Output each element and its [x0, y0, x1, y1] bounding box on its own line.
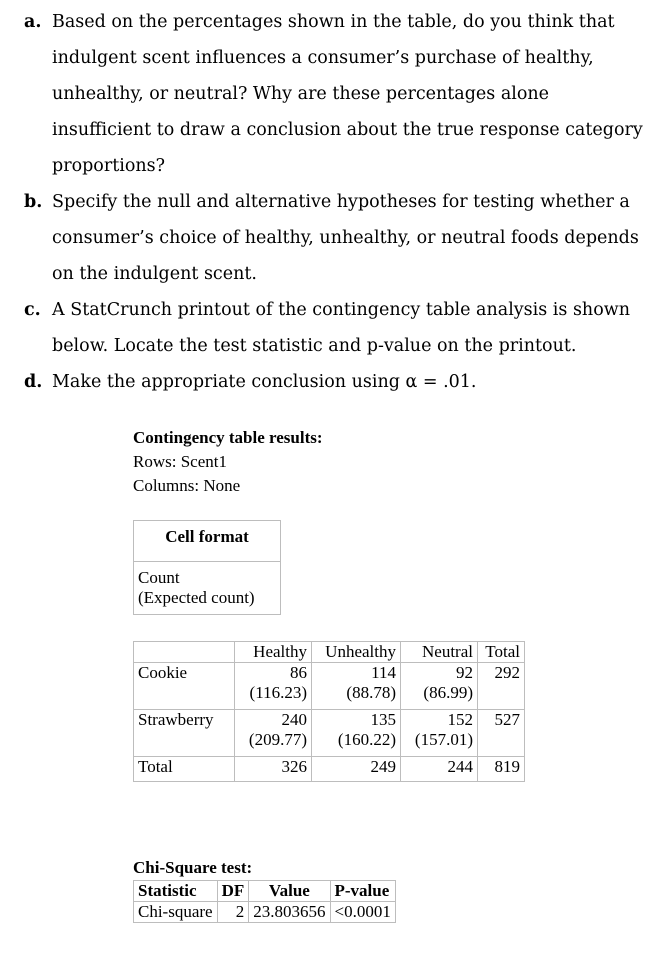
cell-format-table [133, 520, 281, 615]
cell-format-header: Cell format [134, 521, 281, 562]
cell-count: 326 [235, 757, 312, 782]
table-row [134, 757, 525, 782]
table-header-row [134, 642, 525, 663]
printout-title: Contingency table results: [133, 428, 323, 447]
cell-count: 244 [401, 757, 478, 782]
chi-header-value: Value [249, 881, 330, 902]
row-total: 527 [478, 710, 525, 757]
chi-statistic: Chi-square [134, 902, 218, 923]
question-b-line-1: Specify the null and alternative hypotheses for testing whether a [52, 192, 630, 212]
cell-expected: (88.78) [346, 683, 396, 702]
question-a-line-3: unhealthy, or neutral? Why are these percentages alone [52, 84, 550, 104]
row-label: Cookie [134, 663, 235, 710]
question-d-letter: d. [24, 372, 43, 392]
cell-format-count: Count [138, 568, 180, 587]
cell-count: 92 [456, 663, 473, 682]
cell-format-expected: (Expected count) [138, 588, 255, 607]
question-d-line-1: Make the appropriate conclusion using α = .01. [52, 372, 477, 392]
row-total: 819 [478, 757, 525, 782]
chi-pvalue: <0.0001 [330, 902, 395, 923]
cell-count: 86 [290, 663, 307, 682]
row-label: Total [134, 757, 235, 782]
header-total: Total [478, 642, 525, 663]
chi-header-pvalue: P-value [330, 881, 395, 902]
question-b-line-2: consumer’s choice of healthy, unhealthy, or neutral foods depends [52, 228, 639, 248]
header-unhealthy: Unhealthy [312, 642, 401, 663]
chi-header-statistic: Statistic [134, 881, 218, 902]
cell-expected: (157.01) [414, 730, 473, 749]
cell-count: 240 [281, 710, 307, 729]
table-row [134, 902, 396, 923]
table-row [134, 710, 525, 757]
row-total: 292 [478, 663, 525, 710]
question-a-line-2: indulgent scent influences a consumer’s purchase of healthy, [52, 48, 594, 68]
question-b-letter: b. [24, 192, 43, 212]
header-blank [134, 642, 235, 663]
chi-value: 23.803656 [249, 902, 330, 923]
chi-df: 2 [217, 902, 249, 923]
cell-expected: (160.22) [337, 730, 396, 749]
cell-count: 135 [370, 710, 396, 729]
row-label: Strawberry [134, 710, 235, 757]
columns-line: Columns: None [133, 476, 241, 495]
cell-expected: (86.99) [423, 683, 473, 702]
chi-square-title: Chi-Square test: [133, 858, 253, 877]
question-c-line-2: below. Locate the test statistic and p-value on the printout. [52, 336, 577, 356]
question-c-line-1: A StatCrunch printout of the contingency table analysis is shown [52, 300, 630, 320]
chi-square-table [133, 880, 396, 923]
cell-count: 249 [312, 757, 401, 782]
question-a-line-5: proportions? [52, 156, 166, 176]
cell-count: 152 [447, 710, 473, 729]
cell-expected: (209.77) [248, 730, 307, 749]
contingency-table [133, 641, 525, 782]
header-neutral: Neutral [401, 642, 478, 663]
chi-header-df: DF [217, 881, 249, 902]
table-row [134, 663, 525, 710]
question-b-line-3: on the indulgent scent. [52, 264, 257, 284]
question-c-letter: c. [24, 300, 41, 320]
rows-line: Rows: Scent1 [133, 452, 227, 471]
question-a-line-1: Based on the percentages shown in the table, do you think that [52, 12, 615, 32]
header-healthy: Healthy [235, 642, 312, 663]
cell-expected: (116.23) [249, 683, 307, 702]
question-a-line-4: insufficient to draw a conclusion about the true response category [52, 120, 643, 140]
cell-count: 114 [371, 663, 396, 682]
chi-header-row [134, 881, 396, 902]
question-a-letter: a. [24, 12, 42, 32]
